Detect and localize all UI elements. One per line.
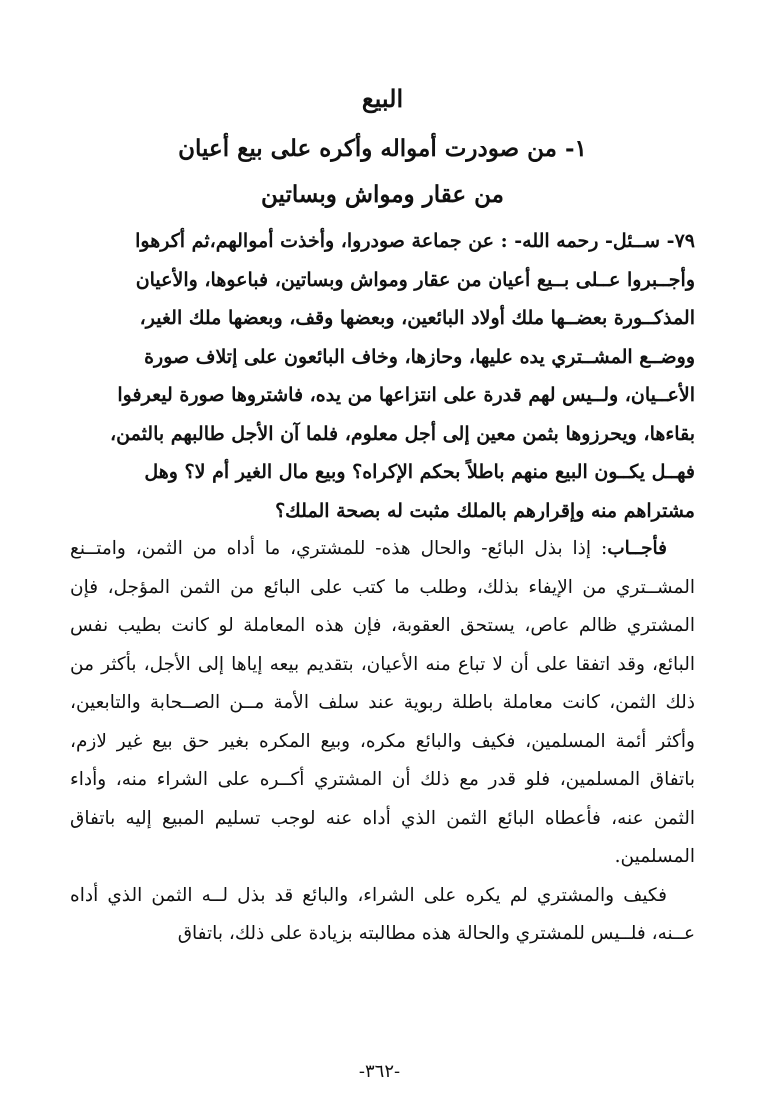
answer-text-1: : إذا بذل البائع- والحال هذه- للمشتري، ما أداه من الثمن، وامتــنع المشــتري من الإيفاء بذلك، وطلب ما كتب على البائع من الثمن المؤجل، فإن المشتري ظالم عاص، يستحق العقوبة، فإن هذه المعاملة لو كانت بطيب نفس البائع، وقد اتفقا على أن لا تباع منه الأعيان، بتقديم بيعه إياها إلى الأجل، بأكثر من ذلك الثمن، كانت معاملة باطلة ربوية عند سلف الأمة مــن الصــحابة والتابعين، وأكثر أئمة المسلمين، فكيف والبائع مكره، وبيع المكره بغير حق بيع غير لازم، باتفاق المسلمين، فلو قدر مع ذلك أن المشتري أكــره على الشراء منه، وأداء الثمن عنه، فأعطاه البائع الثمن الذي أداه عنه لوجب تسليم المبيع إليه باتفاق المسلمين. — [70, 538, 695, 867]
answer-text-2: فكيف والمشتري لم يكره على الشراء، والبائع قد بذل لــه الثمن الذي أداه عــنه، فلــيس للمشتري والحالة هذه مطالبته بزيادة على ذلك، باتفاق — [70, 884, 695, 944]
question-line: مشتراهم منه وإقرارهم بالملك مثبت له بصحة الملك؟ — [275, 499, 695, 522]
question-line: وأجــبروا عــلى بــيع أعيان من عقار ومواش وبساتين، فباعوها، والأعيان — [135, 268, 695, 291]
answer-paragraph-2 — [70, 877, 695, 954]
question-line: الأعــيان، ولــيس لهم قدرة على انتزاعها من يده، فاشتروها صورة ليعرفوا — [117, 384, 695, 406]
answer-paragraph-1 — [70, 530, 695, 877]
section-title-line2: من عقار ومواش وبساتين — [261, 181, 504, 208]
question-line: المذكــورة بعضــها ملك أولاد البائعين، وبعضها وقف، وبعضها ملك الغير، — [139, 307, 695, 329]
page-number: -٣٦٢- — [358, 1061, 401, 1082]
question-line: ٧٩- ســئل- رحمه الله- : عن جماعة صودروا، وأخذت أموالهم،ثم أكرهوا — [135, 230, 695, 252]
question-line: فهــل يكــون البيع منهم باطلاً بحكم الإكراه؟ وبيع مال الغير أم لا؟ وهل — [144, 461, 695, 483]
chapter-title: البيع — [361, 84, 404, 113]
section-title-line1: ١- من صودرت أمواله وأكره على بيع أعيان — [178, 135, 587, 162]
question-line: بقاءها، ويحرزوها بثمن معين إلى أجل معلوم، فلما آن الأجل طالبهم بالثمن، — [109, 422, 695, 445]
question-paragraph — [70, 222, 695, 530]
page-body — [70, 78, 695, 954]
question-line: ووضــع المشــتري يده عليها، وحازها، وخاف البائعون على إتلاف صورة — [144, 345, 695, 368]
answer-lead: فأجــاب — [607, 538, 667, 559]
